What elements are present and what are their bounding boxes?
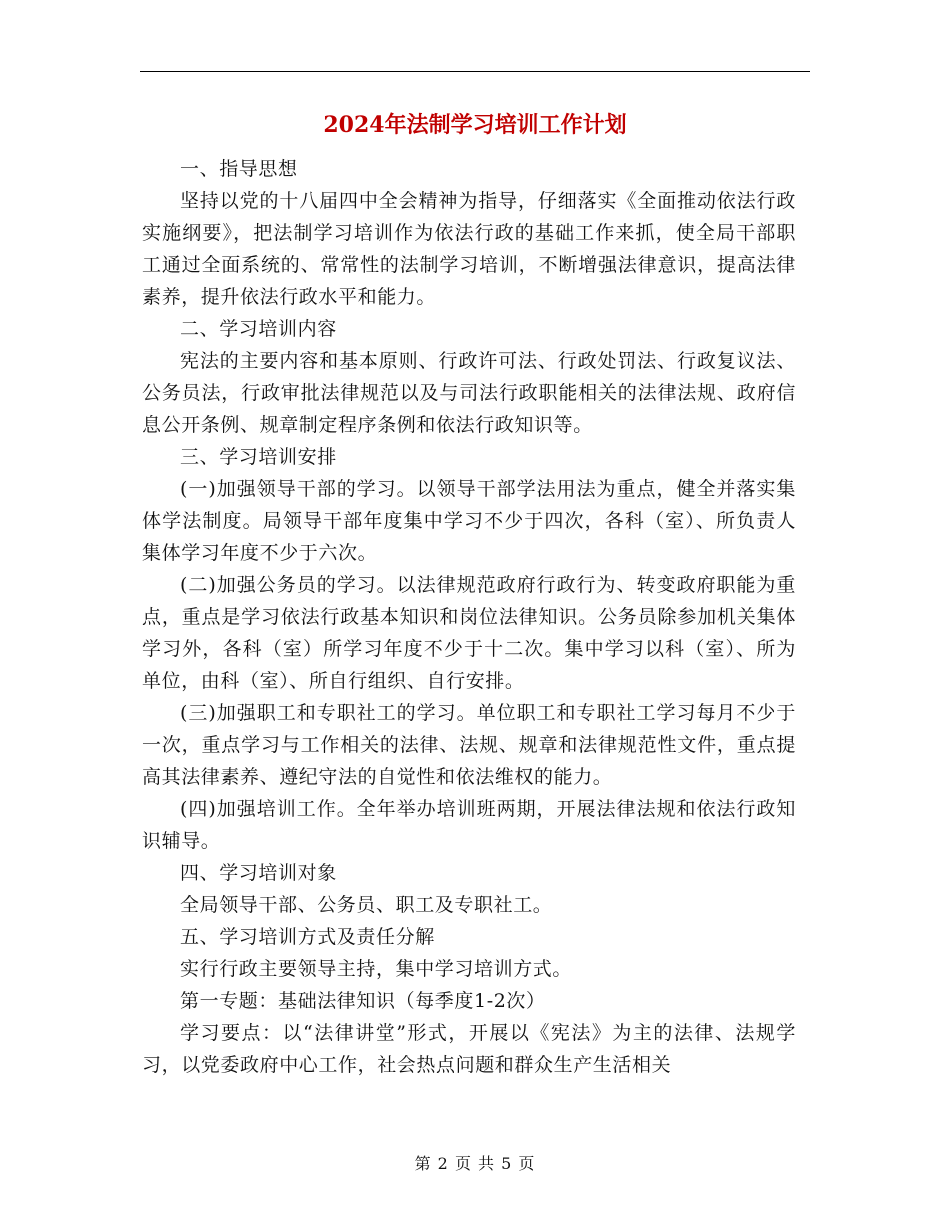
body-paragraph: (四)加强培训工作。全年举办培训班两期，开展法律法规和依法行政知识辅导。 [142,798,796,852]
body-paragraph: 坚持以党的十八届四中全会精神为指导，仔细落实《全面推动依法行政实施纲要》，把法制学习培训作为依法行政的基础工作来抓，使全局干部职工通过全面系统的、常常性的法制学习培训，不断增强法律意识，提高法律素养，提升依法行政水平和能力。 [142,190,796,308]
section-heading: 四、学习培训对象 [180,862,337,884]
page-number: 第 2 页 共 5 页 [414,1154,536,1173]
body-paragraph: 全局领导干部、公务员、职工及专职社工。 [180,894,553,916]
body-paragraph: 实行行政主要领导主持，集中学习培训方式。 [180,958,573,980]
body-paragraph: (三)加强职工和专职社工的学习。单位职工和专职社工学习每月不少于一次，重点学习与工作相关的法律、法规、规章和法律规范性文件，重点提高其法律素养、遵纪守法的自觉性和依法维权的能力。 [142,702,796,788]
document-title: 2024年法制学习培训工作计划 [323,112,627,138]
body-paragraph: 第一专题：基础法律知识（每季度1-2次） [180,990,546,1012]
section-heading: 二、学习培训内容 [180,318,337,340]
section-heading: 一、指导思想 [180,158,298,180]
section-heading: 三、学习培训安排 [180,446,337,468]
body-paragraph: 宪法的主要内容和基本原则、行政许可法、行政处罚法、行政复议法、公务员法，行政审批法律规范以及与司法行政职能相关的法律法规、政府信息公开条例、规章制定程序条例和依法行政知识等。 [142,350,796,436]
header-rule [140,71,810,72]
body-paragraph: (二)加强公务员的学习。以法律规范政府行政行为、转变政府职能为重点，重点是学习依法行政基本知识和岗位法律知识。公务员除参加机关集体学习外，各科（室）所学习年度不少于十二次。集中学习以科（室）、所为单位，由科（室）、所自行组织、自行安排。 [142,574,796,692]
document-body [142,153,796,1081]
section-heading: 五、学习培训方式及责任分解 [180,926,435,948]
body-paragraph: 学习要点：以“法律讲堂”形式，开展以《宪法》为主的法律、法规学习，以党委政府中心工作，社会热点问题和群众生产生活相关 [142,1022,796,1076]
body-paragraph: (一)加强领导干部的学习。以领导干部学法用法为重点，健全并落实集体学法制度。局领导干部年度集中学习不少于四次，各科（室）、所负责人集体学习年度不少于六次。 [142,478,796,564]
